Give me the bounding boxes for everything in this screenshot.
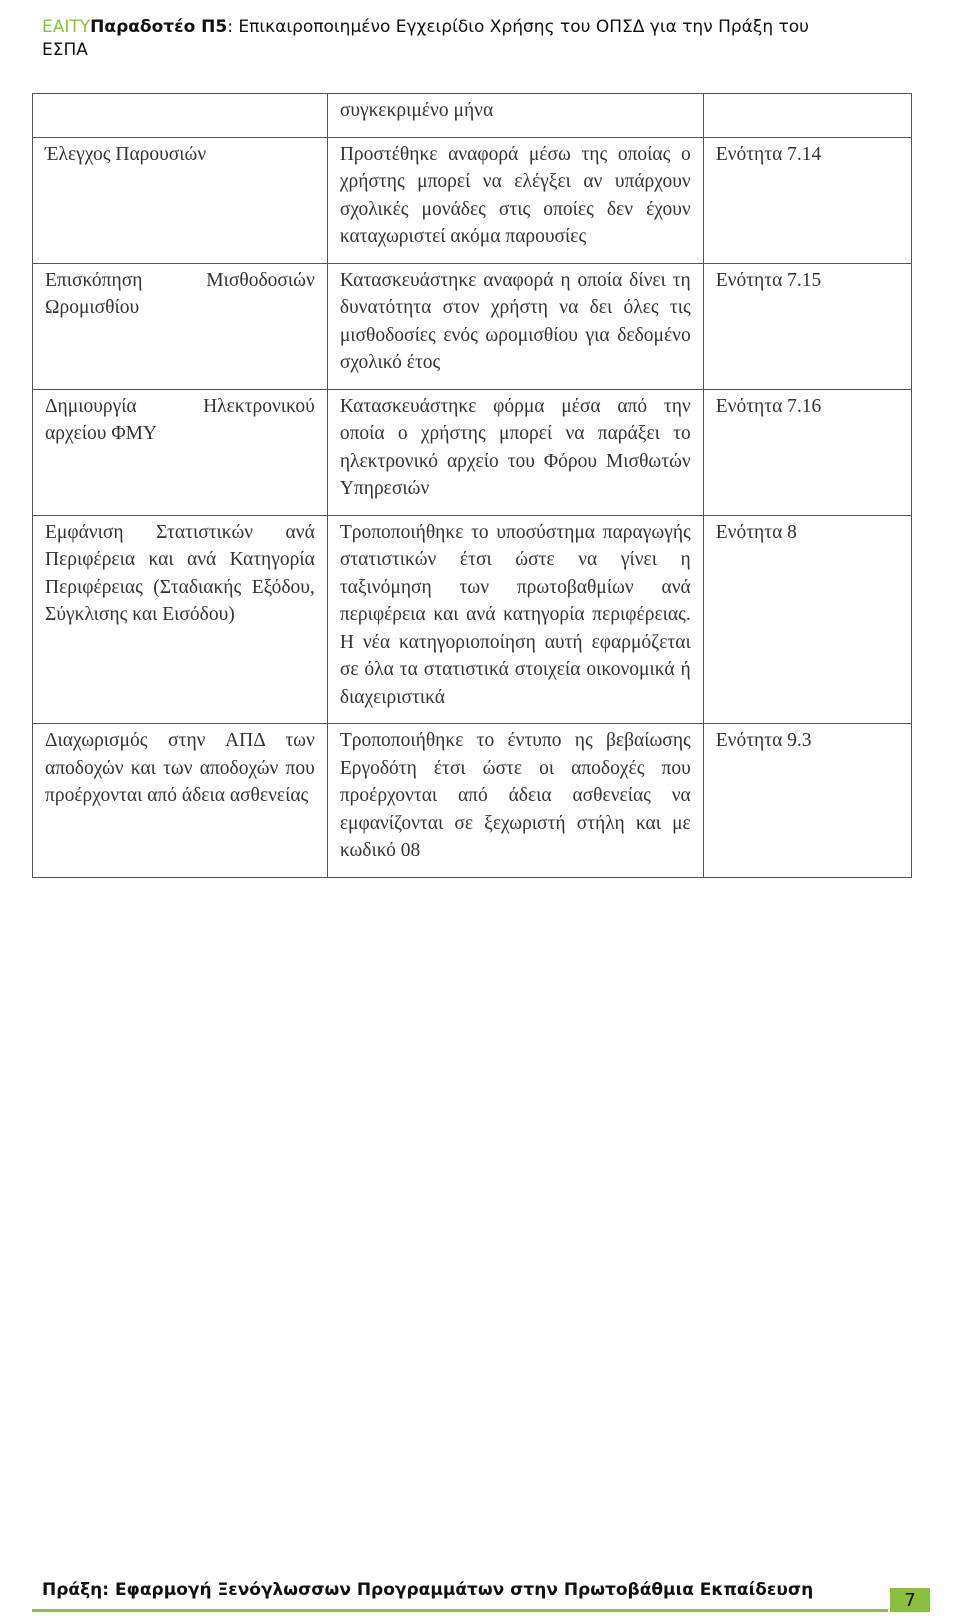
description-cell: Τροποποιήθηκε το έντυπο ης βεβαίωσης Εργοδότη έτσι ώστε οι αποδοχές που προέρχονται από άδεια ασθενείας να εμφανίζονται σε ξεχωριστή στήλη και με κωδικό 08 [327, 724, 703, 878]
feature-cell: Έλεγχος Παρουσιών [33, 137, 328, 263]
table-row [33, 515, 912, 724]
section-cell: Ενότητα 7.14 [703, 137, 911, 263]
section-cell [703, 94, 911, 138]
deliverable-label: Παραδοτέο Π5 [90, 17, 228, 37]
table-row [33, 389, 912, 515]
feature-cell: Διαχωρισμός στην ΑΠΔ των αποδοχών και των αποδοχών που προέρχονται από άδεια ασθενείας [33, 724, 328, 878]
page-number: 7 [890, 1588, 930, 1612]
description-cell: Τροποποιήθηκε το υποσύστημα παραγωγής στατιστικών έτσι ώστε να γίνει η ταξινόμηση των πρωτοβαθμίων ανά περιφέρεια και ανά κατηγορία περιφέρειας. Η νέα κατηγοριοποίηση αυτή εφαρμόζεται σε όλα τα στατιστικά στοιχεία οικονομικά ή διαχειριστικά [327, 515, 703, 724]
feature-cell: Επισκόπηση Μισθοδοσιών Ωρομισθίου [33, 263, 328, 389]
footer-project-title: Πράξη: Εφαρμογή Ξενόγλωσσων Προγραμμάτων στην Πρωτοβάθμια Εκπαίδευση [42, 1580, 814, 1600]
section-cell: Ενότητα 9.3 [703, 724, 911, 878]
footer-divider [32, 1609, 888, 1612]
document-title-continued: ΕΣΠΑ [42, 40, 88, 60]
organization-name: ΕΑΙΤΥ [42, 17, 91, 37]
description-cell: συγκεκριμένο μήνα [327, 94, 703, 138]
document-title: : Επικαιροποιημένο Εγχειρίδιο Χρήσης του ΟΠΣΔ για την Πράξη του [227, 17, 810, 37]
feature-cell: Εμφάνιση Στατιστικών ανά Περιφέρεια και ανά Κατηγορία Περιφέρειας (Σταδιακής Εξόδου, Σύγκλισης και Εισόδου) [33, 515, 328, 724]
changes-table [32, 93, 912, 878]
feature-cell: Δημιουργία Ηλεκτρονικού αρχείου ΦΜΥ [33, 389, 328, 515]
table-row [33, 137, 912, 263]
table-row [33, 724, 912, 878]
description-cell: Κατασκευάστηκε αναφορά η οποία δίνει τη δυνατότητα στον χρήστη να δει όλες τις μισθοδοσίες ενός ωρομισθίου για δεδομένο σχολικό έτος [327, 263, 703, 389]
description-cell: Προστέθηκε αναφορά μέσω της οποίας ο χρήστης μπορεί να ελέγξει αν υπάρχουν σχολικές μονάδες στις οποίες δεν έχουν καταχωριστεί ακόμα παρουσίες [327, 137, 703, 263]
feature-cell [33, 94, 328, 138]
section-cell: Ενότητα 7.15 [703, 263, 911, 389]
table-row [33, 263, 912, 389]
page-header [42, 16, 922, 62]
section-cell: Ενότητα 7.16 [703, 389, 911, 515]
description-cell: Κατασκευάστηκε φόρμα μέσα από την οποία ο χρήστης μπορεί να παράξει το ηλεκτρονικό αρχείο του Φόρου Μισθωτών Υπηρεσιών [327, 389, 703, 515]
section-cell: Ενότητα 8 [703, 515, 911, 724]
table-row [33, 94, 912, 138]
